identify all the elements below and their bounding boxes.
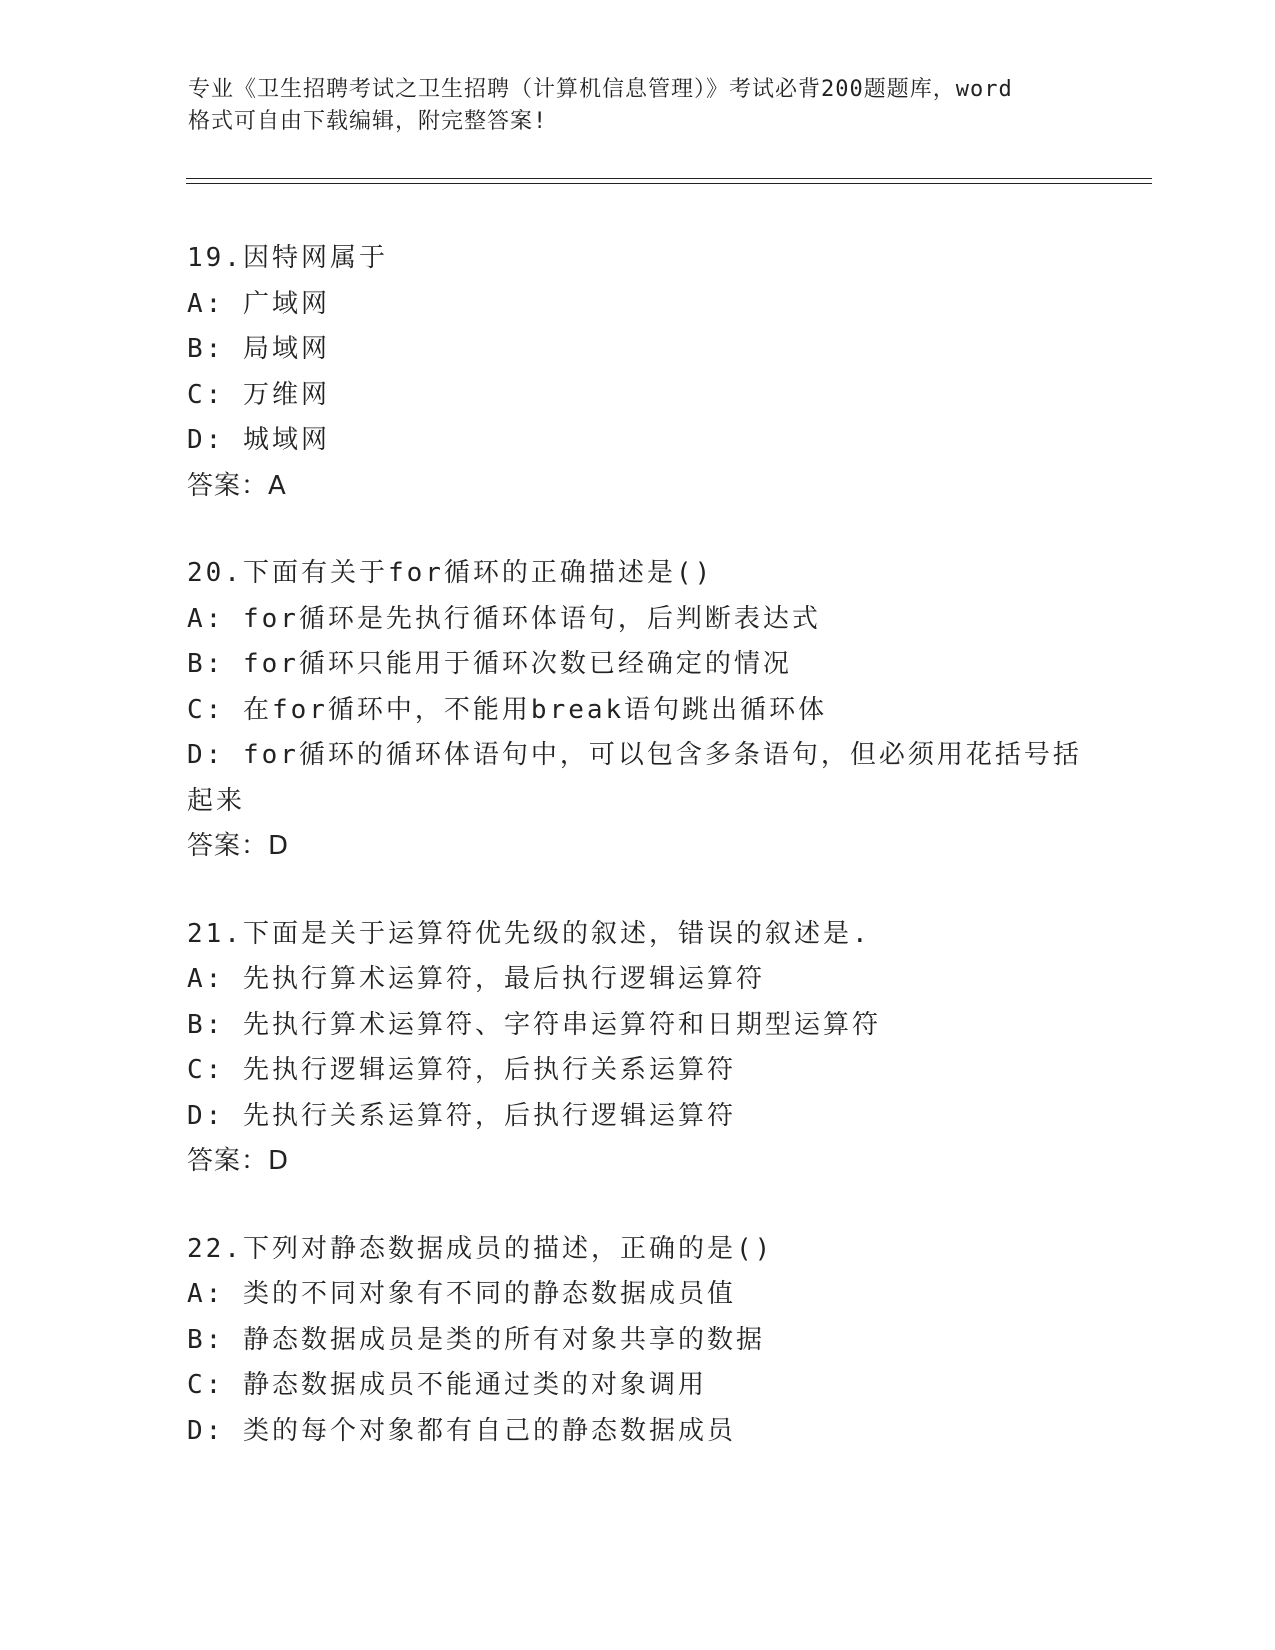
answer-label: 答案：A [187,470,287,501]
option-a: A: 类的不同对象有不同的静态数据成员值 [187,1279,736,1309]
header-title-line-2: 格式可自由下载编辑，附完整答案! [188,109,548,134]
answer-label: 答案：D [187,1146,290,1176]
option-b: B: 局域网 [187,334,330,364]
option-b: B: 静态数据成员是类的所有对象共享的数据 [187,1324,765,1355]
option-b: B: 先执行算术运算符、字符串运算符和日期型运算符 [187,1009,881,1040]
option-d: D: 城域网 [187,425,330,455]
header-title-line-1: 专业《卫生招聘考试之卫生招聘（计算机信息管理）》考试必背200题题库，word [188,77,1013,102]
answer-label: 答案：D [187,831,290,861]
option-d: D: 类的每个对象都有自己的静态数据成员 [187,1415,736,1446]
question-stem: 20.下面有关于for循环的正确描述是() [187,558,714,588]
option-a: A: 广域网 [187,288,330,319]
question-21 [187,912,1087,1185]
option-a: A: 先执行算术运算符，最后执行逻辑运算符 [187,964,765,994]
document-header [188,74,1088,138]
question-stem: 21.下面是关于运算符优先级的叙述，错误的叙述是. [187,918,871,949]
question-20 [187,551,1087,870]
option-b: B: for循环只能用于循环次数已经确定的情况 [187,649,792,679]
option-d-continued: 起来 [187,785,246,816]
option-c: C: 先执行逻辑运算符，后执行关系运算符 [187,1055,736,1085]
option-c: C: 在for循环中，不能用break语句跳出循环体 [187,694,828,725]
question-19 [187,236,1087,509]
question-stem: 22.下列对静态数据成员的描述，正确的是() [187,1233,774,1264]
option-d: D: for循环的循环体语句中，可以包含多条语句，但必须用花括号括 [187,740,1082,770]
option-d: D: 先执行关系运算符，后执行逻辑运算符 [187,1100,736,1131]
option-c: C: 万维网 [187,379,330,410]
header-divider-top [186,178,1152,179]
option-a: A: for循环是先执行循环体语句，后判断表达式 [187,603,821,634]
header-divider-bottom [186,183,1152,184]
question-stem: 19.因特网属于 [187,243,388,273]
option-c: C: 静态数据成员不能通过类的对象调用 [187,1370,707,1400]
question-22 [187,1227,1087,1455]
question-list [187,236,1087,1496]
